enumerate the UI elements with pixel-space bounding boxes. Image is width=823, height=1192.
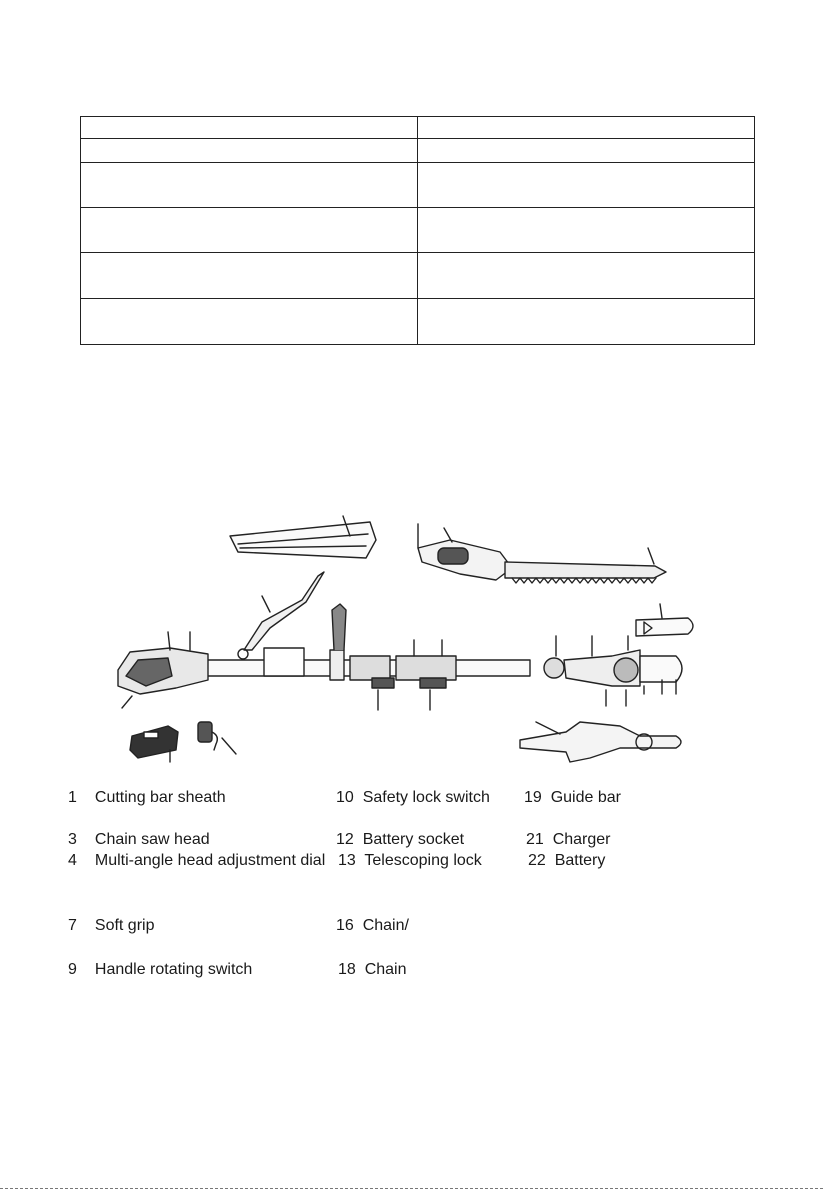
table-cell bbox=[81, 253, 418, 299]
chain-saw-head-drawing bbox=[544, 636, 682, 706]
charger-drawing bbox=[198, 722, 236, 754]
table-cell bbox=[418, 117, 755, 139]
shoulder-strap-drawing bbox=[238, 572, 324, 659]
part-item-1: 1 Cutting bar sheath bbox=[68, 789, 226, 806]
page-bottom-rule bbox=[0, 1188, 823, 1189]
pole-saw-diagram bbox=[0, 500, 823, 780]
hedge-trimmer-head-drawing bbox=[418, 524, 666, 583]
table-cell bbox=[81, 163, 418, 208]
part-item-19: 19 Guide bar bbox=[524, 789, 621, 806]
part-item-21: 21 Charger bbox=[526, 831, 611, 848]
table-cell bbox=[418, 139, 755, 163]
part-item-22: 22 Battery bbox=[528, 852, 606, 869]
main-shaft-drawing bbox=[206, 604, 530, 710]
table-cell bbox=[418, 208, 755, 253]
table-cell bbox=[418, 163, 755, 208]
part-item-3: 3 Chain saw head bbox=[68, 831, 210, 848]
battery-drawing bbox=[130, 726, 178, 762]
chain-cover-drawing bbox=[636, 604, 693, 636]
part-item-13: 13 Telescoping lock bbox=[338, 852, 482, 869]
table-cell bbox=[81, 299, 418, 345]
part-item-9: 9 Handle rotating switch bbox=[68, 961, 253, 978]
part-item-18: 18 Chain bbox=[338, 961, 407, 978]
specification-table bbox=[80, 116, 755, 345]
part-item-4: 4 Multi-angle head adjustment dial bbox=[68, 852, 326, 869]
rear-handle-drawing bbox=[118, 632, 208, 708]
part-item-7: 7 Soft grip bbox=[68, 917, 155, 934]
table-cell bbox=[81, 208, 418, 253]
chain-saw-alt-view-drawing bbox=[520, 722, 681, 762]
part-item-16: 16 Chain/ bbox=[336, 917, 409, 934]
part-item-10: 10 Safety lock switch bbox=[336, 789, 490, 806]
part-item-12: 12 Battery socket bbox=[336, 831, 465, 848]
table-cell bbox=[418, 253, 755, 299]
table-cell bbox=[418, 299, 755, 345]
table-cell bbox=[81, 139, 418, 163]
table-cell bbox=[81, 117, 418, 139]
cutting-bar-sheath-drawing bbox=[230, 516, 376, 558]
